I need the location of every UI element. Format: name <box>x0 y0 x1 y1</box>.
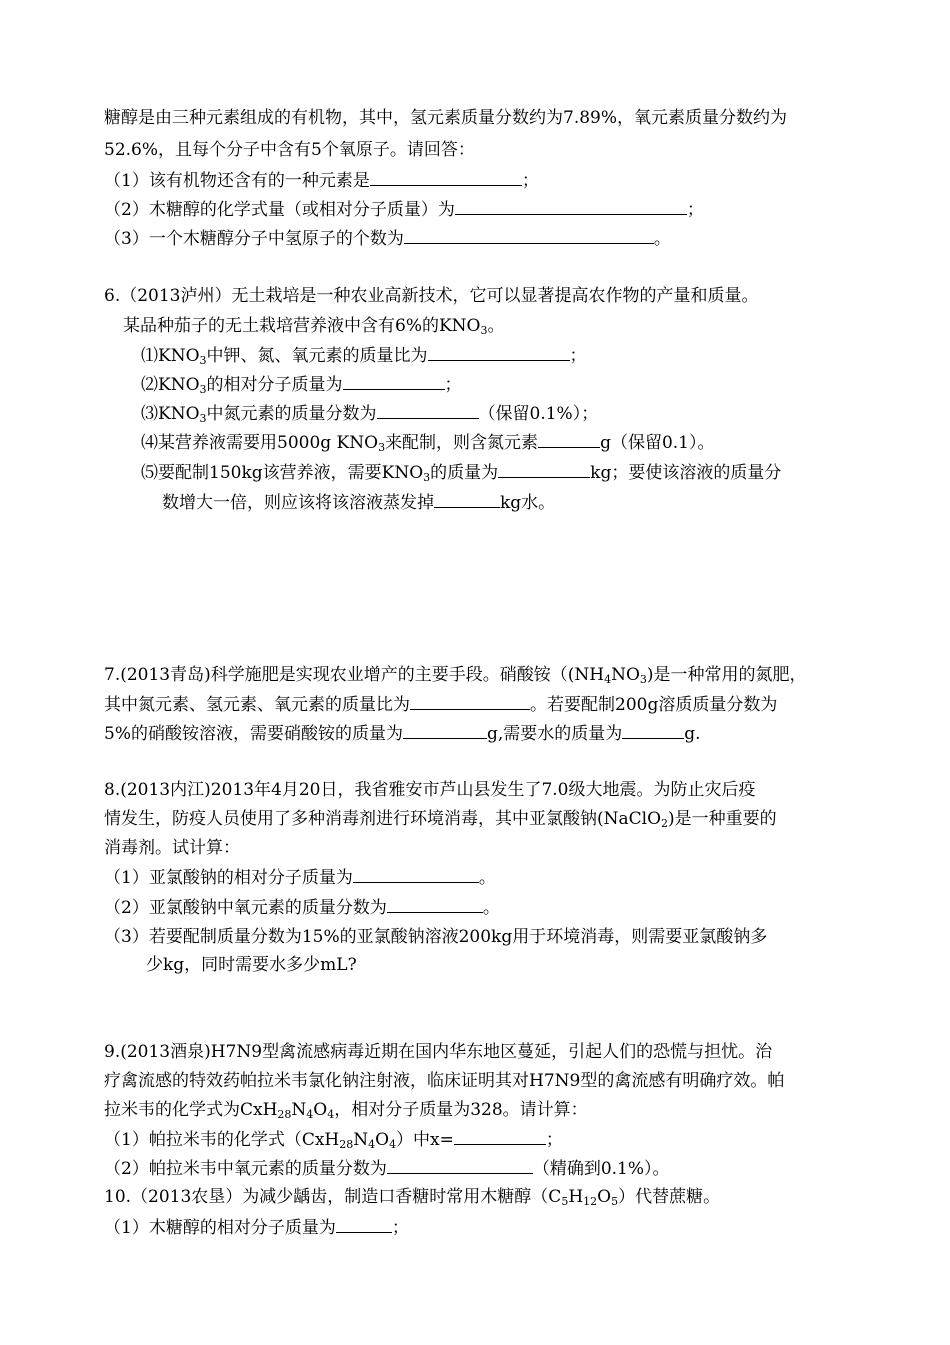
answer-blank[interactable] <box>455 198 687 215</box>
answer-blank[interactable] <box>336 1216 392 1233</box>
answer-blank[interactable] <box>343 373 445 390</box>
question-line: （2）帕拉米韦中氧元素的质量分数为 （精确到0.1%）。 <box>104 1159 670 1179</box>
text-line: 少kg，同时需要水多少mL? <box>146 955 357 975</box>
text-line: 情发生，防疫人员使用了多种消毒剂进行环境消毒，其中亚氯酸钠(NaClO$_2$)是一种重要的 <box>104 809 777 830</box>
question-line: （1）木糖醇的相对分子质量为 ； <box>104 1218 409 1238</box>
question-line: （3）一个木糖醇分子中氢原子的个数为 。 <box>104 229 671 249</box>
question-line: $⑶KNO_3$中氮元素的质量分数为 （保留0.1%）； <box>141 404 599 425</box>
answer-blank[interactable] <box>370 169 522 186</box>
text-line: 52.6%，且每个分子中含有5个氧原子。请回答： <box>104 140 475 160</box>
question-line: （2）木糖醇的化学式量（或相对分子质量）为 ； <box>104 200 704 220</box>
problem-heading: 10.（2013农垦）为减少龋齿，制造口香糖时常用木糖醇$(C_5H_{12}O_5)$代替蔗糖。 <box>104 1187 721 1208</box>
answer-blank[interactable] <box>404 227 654 244</box>
answer-blank[interactable] <box>410 693 530 710</box>
text-line: 糖醇是由三种元素组成的有机物，其中，氢元素质量分数约为7.89%，氧元素质量分数约为 <box>104 108 788 128</box>
question-line: ⑷某营养液需要用5000g $KNO_3$来配制，则含氮元素 g（保留0.1）。 <box>141 433 715 454</box>
answer-blank[interactable] <box>538 431 600 448</box>
question-line: ⑸要配制150kg该营养液，需要$KNO_3$的质量为 kg；要使该溶液的质量分 <box>141 463 782 484</box>
question-line: 数增大一倍，则应该将该溶液蒸发掉 kg水。 <box>162 493 556 513</box>
question-line: （1）该有机物还含有的一种元素是 ； <box>104 171 539 191</box>
answer-blank[interactable] <box>353 866 479 883</box>
answer-blank[interactable] <box>622 722 684 739</box>
answer-blank[interactable] <box>387 1157 533 1174</box>
answer-blank[interactable] <box>403 722 487 739</box>
problem-heading: 8.(2013内江)2013年4月20日，我省雅安市芦山县发生了7.0级大地震。为防止灾后疫 <box>104 780 756 800</box>
question-line: 5%的硝酸铵溶液，需要硝酸铵的质量为 g,需要水的质量为 g. <box>104 724 701 744</box>
answer-blank[interactable] <box>434 491 500 508</box>
problem-heading: 6.（2013泸州）无土栽培是一种农业高新技术，它可以显著提高农作物的产量和质量。 <box>104 286 759 306</box>
question-line: $⑴KNO_3$中钾、氮、氧元素的质量比为 ； <box>141 346 587 367</box>
question-line: （3）若要配制质量分数为15%的亚氯酸钠溶液200kg用于环境消毒，则需要亚氯酸钠多 <box>104 927 768 947</box>
text-line: 拉米韦的化学式为$CxH_{28}N_4O_4$，相对分子质量为328。请计算： <box>104 1100 588 1121</box>
problem-heading: 7.(2013青岛)科学施肥是实现农业增产的主要手段。硝酸铵（$(NH_4NO_3)$是一种常用的氮肥， <box>104 665 807 686</box>
text-line: 消毒剂。试计算： <box>104 838 240 858</box>
question-line: （1）帕拉米韦的化学式$(CxH_{28}N_4O_4)$中x= ； <box>104 1130 563 1151</box>
question-line: 其中氮元素、氢元素、氧元素的质量比为 。若要配制200g溶质质量分数为 <box>104 695 778 715</box>
question-line: （1）亚氯酸钠的相对分子质量为 。 <box>104 868 496 888</box>
answer-blank[interactable] <box>377 402 479 419</box>
text-line: 某品种茄子的无土栽培营养液中含有6%的$KNO_3$。 <box>123 316 505 337</box>
question-line: $⑵KNO_3$的相对分子质量为 ； <box>141 375 462 396</box>
answer-blank[interactable] <box>387 896 483 913</box>
answer-blank[interactable] <box>498 461 590 478</box>
question-line: （2）亚氯酸钠中氧元素的质量分数为 。 <box>104 898 500 918</box>
answer-blank[interactable] <box>428 344 570 361</box>
text-line: 疗禽流感的特效药帕拉米韦氯化钠注射液，临床证明其对H7N9型的禽流感有明确疗效。帕 <box>104 1071 785 1091</box>
problem-heading: 9.(2013酒泉)H7N9型禽流感病毒近期在国内华东地区蔓延，引起人们的恐慌与担忧。治 <box>104 1042 773 1062</box>
answer-blank[interactable] <box>454 1128 546 1145</box>
